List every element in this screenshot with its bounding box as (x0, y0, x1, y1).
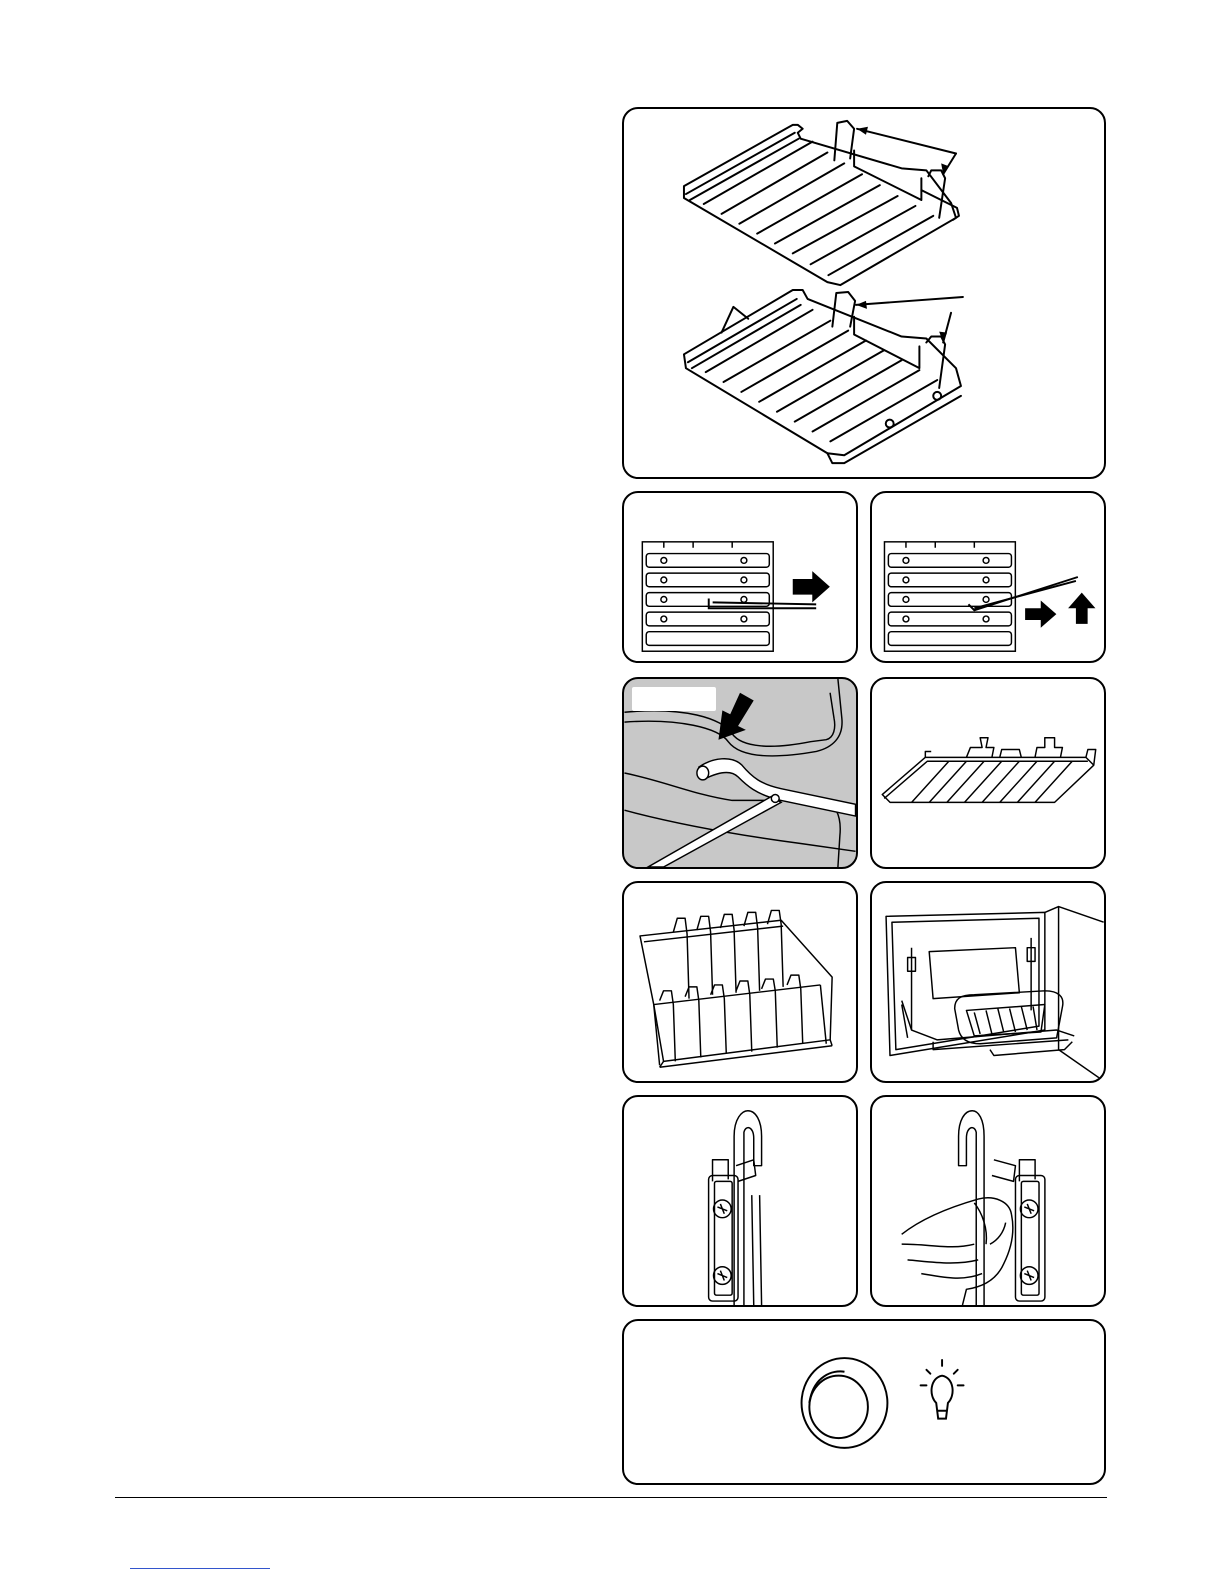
arrow-up-icon (1068, 593, 1095, 624)
light-knob-drawing (624, 1321, 1104, 1483)
runner-fixing-drawing (624, 1097, 856, 1305)
runner-lift-drawing (872, 493, 1104, 661)
figure-flat-shelf (870, 677, 1106, 869)
footer-link-underline[interactable] (130, 1568, 270, 1569)
arrow-right-icon (1025, 600, 1056, 627)
figure-hook-detail (622, 677, 858, 869)
arrow-right-icon (793, 571, 830, 602)
figure-runners-slide (622, 491, 858, 663)
figure-light-knob (622, 1319, 1106, 1485)
light-bulb-icon (921, 1360, 964, 1419)
figure-runner-fixing (622, 1095, 858, 1307)
runner-slide-drawing (624, 493, 856, 661)
figure-shelves (622, 107, 1106, 479)
arrow-down-icon (718, 693, 753, 740)
figure-label-blank (632, 687, 716, 711)
figure-runners-lift (870, 491, 1106, 663)
figure-runner-hand (870, 1095, 1106, 1307)
plate-rack-drawing (624, 883, 856, 1081)
flat-shelf-drawing (872, 679, 1104, 867)
shelves-drawing (624, 109, 1104, 477)
figure-oven-roasting (870, 881, 1106, 1083)
oven-roasting-drawing (872, 883, 1104, 1081)
runner-hand-drawing (872, 1097, 1104, 1305)
footer-rule (115, 1497, 1107, 1498)
figure-plate-rack (622, 881, 858, 1083)
